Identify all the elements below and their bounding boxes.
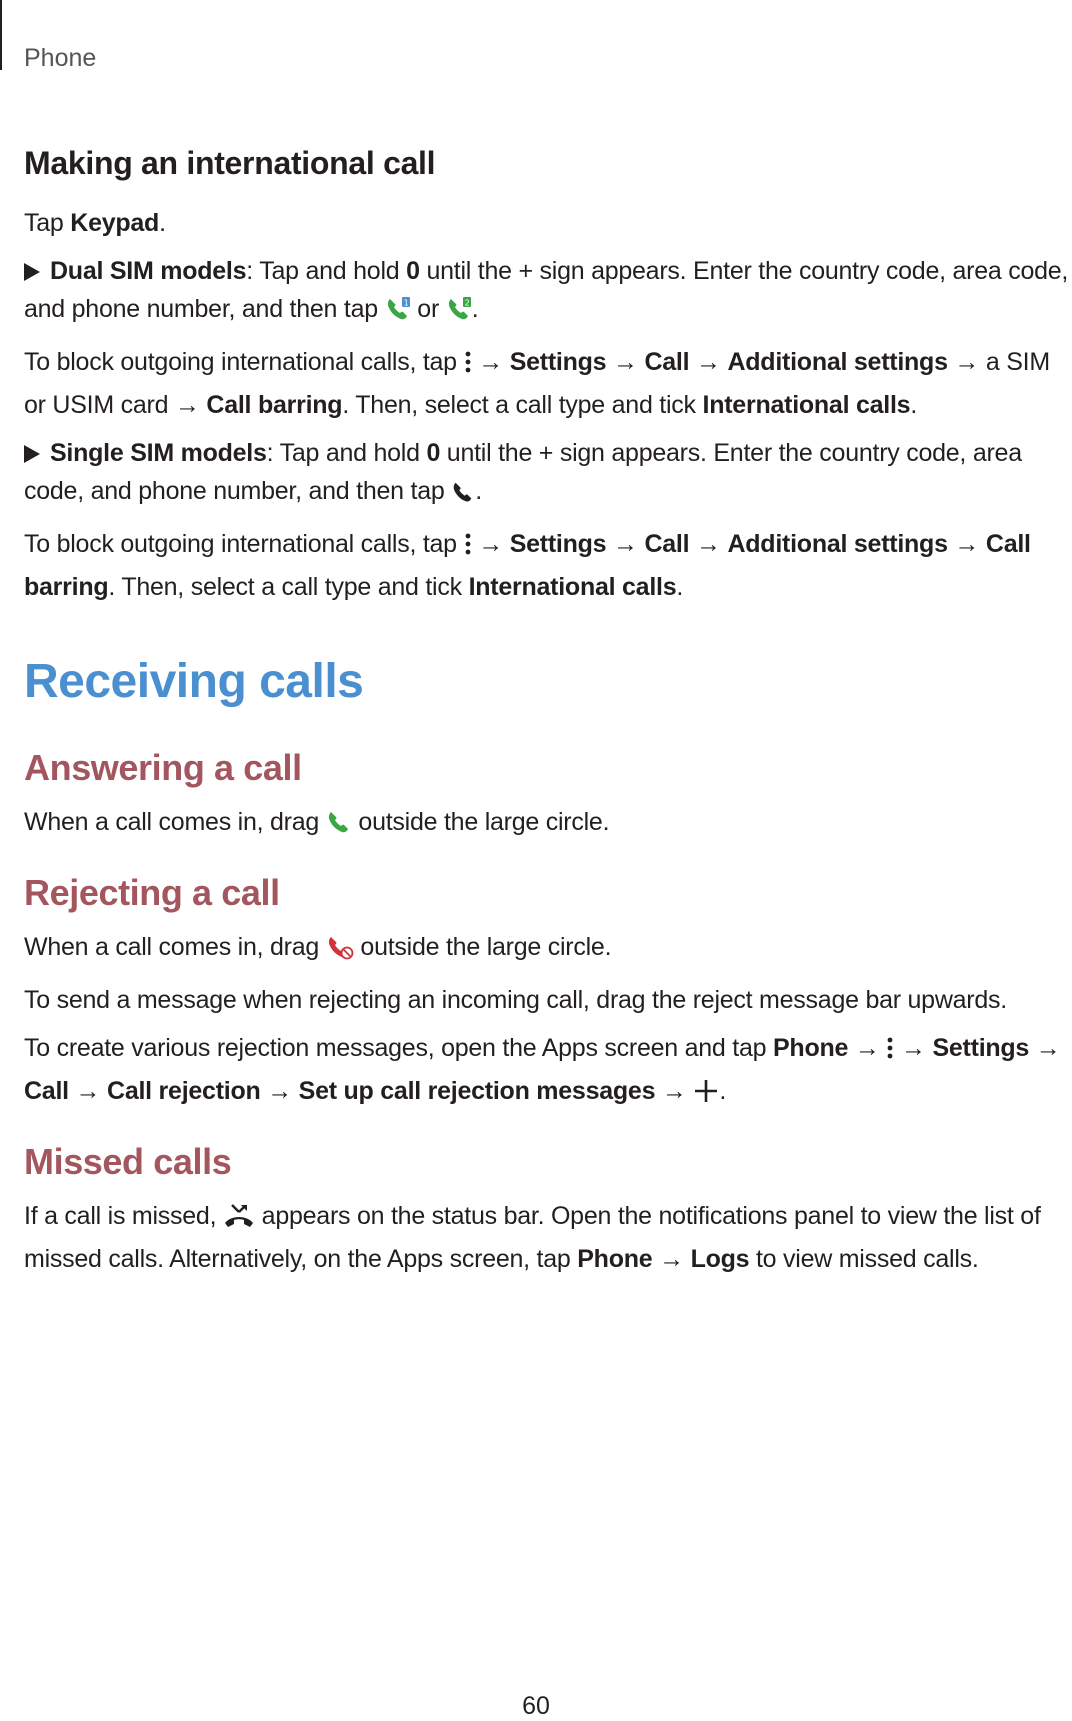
paragraph-single-sim: Single SIM models: Tap and hold 0 until the + sign appears. Enter the country code, area code, and phone number, and then tap . (24, 434, 1069, 515)
more-options-icon (464, 530, 472, 568)
paragraph-missed: If a call is missed, appears on the status bar. Open the notifications panel to view the list of missed calls. Alternatively, on the Apps screen, tap Phone → Logs to view missed calls. (24, 1202, 1041, 1273)
bullet-triangle-icon (24, 445, 40, 463)
running-head: Phone (24, 44, 97, 72)
reject-call-icon (326, 933, 354, 971)
paragraph-block-dual: To block outgoing international calls, tap → Settings → Call → Additional settings → a SIM or USIM card → Call barring. Then, select a call type and tick International calls. (24, 348, 1050, 419)
missed-call-icon (223, 1202, 255, 1240)
page-number: 60 (522, 1692, 550, 1720)
heading-receiving-calls: Receiving calls (24, 655, 364, 708)
svg-text:1: 1 (403, 298, 409, 308)
heading-missed-calls: Missed calls (24, 1141, 232, 1182)
heading-answering-call: Answering a call (24, 747, 302, 788)
paragraph-reject-message: To send a message when rejecting an incoming call, drag the reject message bar upwards. (24, 986, 1007, 1014)
paragraph-block-single: To block outgoing international calls, tap → Settings → Call → Additional settings → Call barring. Then, select a call type and tick International calls. (24, 530, 1031, 601)
phone-sim1-icon (385, 295, 411, 333)
dual-sim-label: Dual SIM models (50, 257, 247, 285)
phone-call-icon (451, 477, 475, 515)
add-icon (693, 1077, 719, 1115)
paragraph-tap-keypad: Tap Keypad. (24, 209, 166, 237)
heading-international-call: Making an international call (24, 145, 436, 181)
corner-rule (0, 0, 2, 70)
phone-sim2-icon (446, 295, 472, 333)
page-content (24, 145, 1069, 1288)
more-options-icon (464, 348, 472, 386)
svg-text:2: 2 (464, 298, 470, 308)
paragraph-reject-drag: When a call comes in, drag outside the large circle. (24, 928, 1069, 971)
paragraph-answer: When a call comes in, drag outside the large circle. (24, 803, 1069, 846)
phone-call-icon (326, 808, 352, 846)
bullet-triangle-icon (24, 263, 40, 281)
heading-rejecting-call: Rejecting a call (24, 872, 280, 913)
paragraph-dual-sim: Dual SIM models: Tap and hold 0 until the + sign appears. Enter the country code, area code, and phone number, and then tap 1 or 2 . (24, 252, 1069, 333)
single-sim-label: Single SIM models (50, 439, 267, 467)
paragraph-rejection-messages: To create various rejection messages, open the Apps screen and tap Phone → → Settings → Call → Call rejection → Set up call rejection messages → . (24, 1029, 1069, 1115)
keypad-term: Keypad (70, 209, 160, 237)
